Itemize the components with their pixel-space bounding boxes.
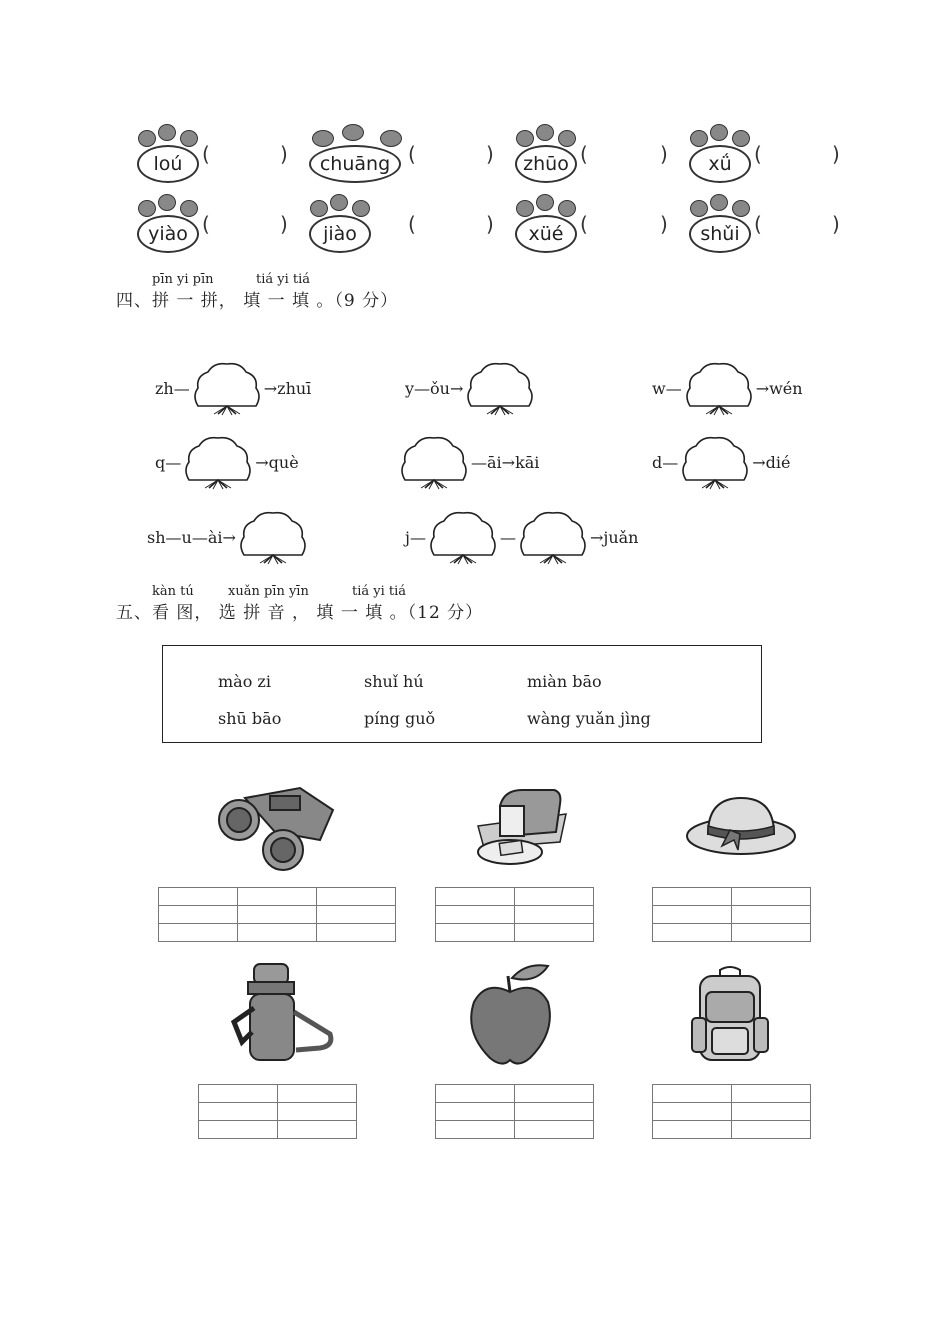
apple-icon xyxy=(466,962,556,1068)
paw-toe xyxy=(516,130,534,147)
ruby-pinyin-5: tiá yi tiá xyxy=(352,584,407,599)
section5-title: 五、看 图， 选 拼 音 ， 填 一 填 。 xyxy=(116,603,408,623)
shell-icon[interactable] xyxy=(183,434,253,490)
word-bank-item: mào zi xyxy=(218,672,271,691)
paw-toe xyxy=(710,194,728,211)
paw-pinyin: chuāng xyxy=(309,145,401,183)
paw-toe xyxy=(310,200,328,217)
paw-print xyxy=(136,194,202,256)
equation-suffix: →zhuī xyxy=(263,378,312,398)
equation-suffix: →juǎn xyxy=(589,527,639,547)
close-paren: ) xyxy=(660,142,668,166)
section5-heading xyxy=(116,598,483,623)
paw-toe xyxy=(342,124,364,141)
paw-pinyin: loú xyxy=(137,145,199,183)
open-paren[interactable]: ( xyxy=(408,212,416,236)
close-paren: ) xyxy=(832,142,840,166)
equation-prefix: y—ǒu→ xyxy=(405,378,464,398)
paw-pinyin: zhūo xyxy=(515,145,577,183)
open-paren[interactable]: ( xyxy=(580,142,588,166)
paw-toe xyxy=(330,194,348,211)
hat-icon xyxy=(684,790,798,860)
word-bank-item: wàng yuǎn jìng xyxy=(527,709,651,728)
word-bank-box xyxy=(162,645,762,743)
word-bank-item: shuǐ hú xyxy=(364,672,424,691)
equation-suffix: →dié xyxy=(752,452,791,472)
thermos-icon xyxy=(230,962,340,1064)
paw-print xyxy=(688,124,754,186)
paw-print xyxy=(308,194,374,256)
writing-grid[interactable] xyxy=(158,887,396,942)
section4-title: 四、拼 一 拼， 填 一 填 。 xyxy=(116,291,335,311)
shell-icon[interactable] xyxy=(684,360,754,416)
paw-pinyin: yiào xyxy=(137,215,199,253)
shell-icon[interactable] xyxy=(680,434,750,490)
paw-toe xyxy=(732,200,750,217)
close-paren: ) xyxy=(280,212,288,236)
paw-pinyin: jiào xyxy=(309,215,371,253)
equation-prefix: w— xyxy=(652,378,682,398)
pinyin-equation xyxy=(147,509,310,565)
close-paren: ) xyxy=(486,142,494,166)
writing-grid[interactable] xyxy=(435,887,594,942)
equation-prefix: sh—u—ài→ xyxy=(147,527,236,547)
shell-icon[interactable] xyxy=(238,509,308,565)
shell-icon[interactable] xyxy=(399,434,469,490)
paw-print xyxy=(308,124,408,186)
equation-suffix: —āi→kāi xyxy=(471,452,540,472)
open-paren[interactable]: ( xyxy=(202,142,210,166)
section4-score: （9 分） xyxy=(334,291,399,311)
equation-suffix: →wén xyxy=(755,378,803,398)
paw-toe xyxy=(158,194,176,211)
word-bank-item: shū bāo xyxy=(218,709,282,728)
paw-toe xyxy=(690,200,708,217)
section5-score: （12 分） xyxy=(407,603,484,623)
open-paren[interactable]: ( xyxy=(408,142,416,166)
equation-prefix: d— xyxy=(652,452,679,472)
paw-toe xyxy=(536,194,554,211)
pinyin-equation xyxy=(405,360,537,416)
paw-toe xyxy=(558,130,576,147)
close-paren: ) xyxy=(660,212,668,236)
open-paren[interactable]: ( xyxy=(580,212,588,236)
paw-toe xyxy=(180,130,198,147)
backpack-icon xyxy=(684,964,776,1064)
ruby-pinyin-4: xuǎn pīn yīn xyxy=(228,584,309,599)
open-paren[interactable]: ( xyxy=(202,212,210,236)
ruby-pinyin-2: tiá yi tiá xyxy=(256,272,311,287)
paw-toe xyxy=(158,124,176,141)
equation-prefix: zh— xyxy=(155,378,190,398)
equation-middle: — xyxy=(499,527,516,547)
open-paren[interactable]: ( xyxy=(754,212,762,236)
paw-toe xyxy=(138,130,156,147)
bread-icon xyxy=(470,786,574,868)
equation-suffix: →què xyxy=(255,452,299,472)
paw-toe xyxy=(380,130,402,147)
ruby-pinyin-1: pīn yi pīn xyxy=(152,272,214,287)
paw-print xyxy=(688,194,754,256)
paw-toe xyxy=(558,200,576,217)
paw-toe xyxy=(138,200,156,217)
binoculars-icon xyxy=(215,780,345,872)
paw-toe xyxy=(352,200,370,217)
word-bank-item: miàn bāo xyxy=(527,672,602,691)
paw-pinyin: xüé xyxy=(515,215,577,253)
paw-print xyxy=(514,124,580,186)
writing-grid[interactable] xyxy=(652,1084,811,1139)
paw-toe xyxy=(732,130,750,147)
paw-toe xyxy=(312,130,334,147)
paw-print xyxy=(514,194,580,256)
equation-prefix: q— xyxy=(155,452,182,472)
paw-toe xyxy=(516,200,534,217)
paw-toe xyxy=(536,124,554,141)
pinyin-equation xyxy=(652,360,803,416)
pinyin-equation xyxy=(155,434,299,490)
paw-pinyin: shǔi xyxy=(689,215,751,253)
writing-grid[interactable] xyxy=(435,1084,594,1139)
writing-grid[interactable] xyxy=(652,887,811,942)
open-paren[interactable]: ( xyxy=(754,142,762,166)
paw-toe xyxy=(690,130,708,147)
shell-icon[interactable] xyxy=(518,509,588,565)
writing-grid[interactable] xyxy=(198,1084,357,1139)
shell-icon[interactable] xyxy=(465,360,535,416)
close-paren: ) xyxy=(486,212,494,236)
ruby-pinyin-3: kàn tú xyxy=(152,584,194,599)
close-paren: ) xyxy=(280,142,288,166)
pinyin-equation xyxy=(397,434,539,490)
equation-prefix: j— xyxy=(405,527,426,547)
paw-toe xyxy=(180,200,198,217)
pinyin-equation xyxy=(652,434,790,490)
paw-pinyin: xǘ xyxy=(689,145,751,183)
pinyin-equation xyxy=(405,509,638,565)
pinyin-equation xyxy=(155,360,311,416)
close-paren: ) xyxy=(832,212,840,236)
paw-print xyxy=(136,124,202,186)
shell-icon[interactable] xyxy=(428,509,498,565)
paw-toe xyxy=(710,124,728,141)
shell-icon[interactable] xyxy=(192,360,262,416)
section4-heading xyxy=(116,286,398,311)
word-bank-item: píng guǒ xyxy=(364,709,436,728)
